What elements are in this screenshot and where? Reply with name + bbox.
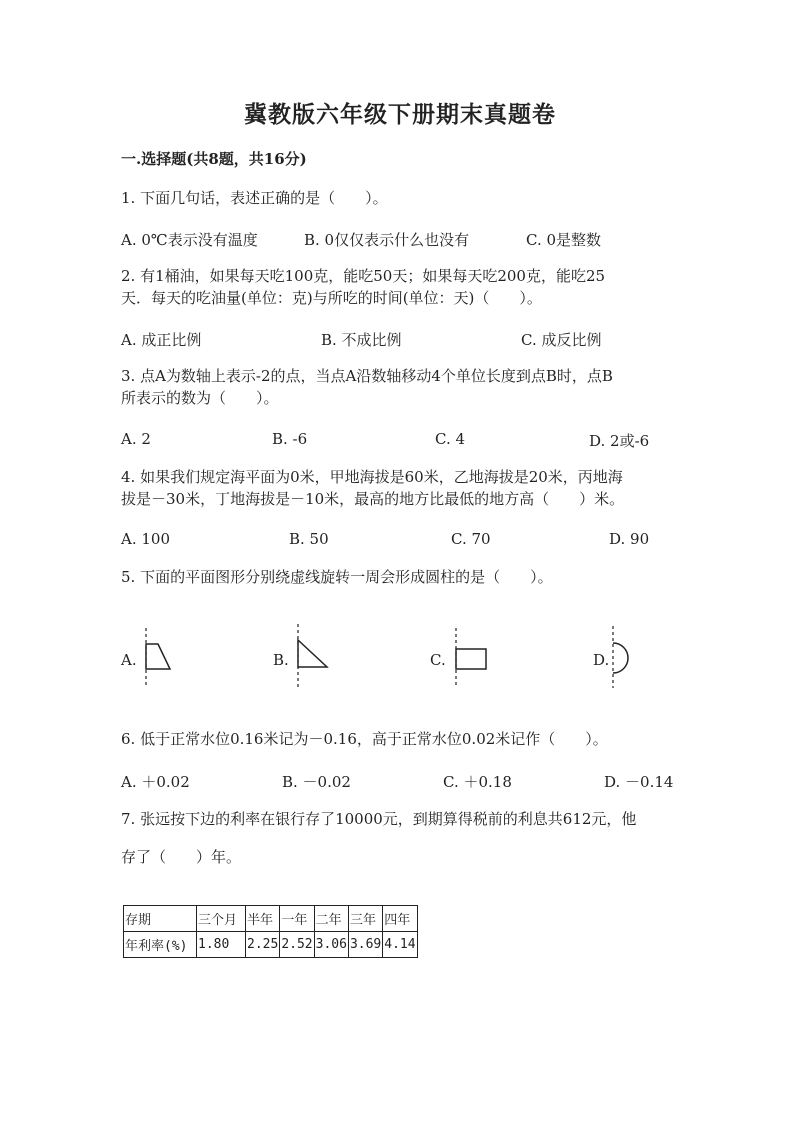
- question-6-text: 6. 低于正常水位0.16米记为－0.16，高于正常水位0.02米记作（ ）。: [121, 730, 608, 748]
- question-1-option-c: C. 0是整数: [526, 231, 602, 249]
- question-7-text-line-1: 7. 张远按下边的利率在银行存了10000元，到期算得税前的利息共612元，他: [121, 810, 637, 828]
- semicircle-figure: [605, 624, 641, 690]
- question-5-option-d: D.: [593, 651, 610, 669]
- question-4-text-line-2: 拔是－30米，丁地海拔是－10米，最高的地方比最低的地方高（ ）米。: [121, 490, 625, 508]
- question-4-option-d: D. 90: [609, 530, 650, 548]
- table-header-cell: 二年: [314, 906, 348, 932]
- question-3-text-line-2: 所表示的数为（ ）。: [121, 389, 279, 407]
- question-3-text-line-1: 3. 点A为数轴上表示-2的点，当点A沿数轴移动4个单位长度到点B时，点B: [121, 367, 613, 385]
- question-5-option-c: C.: [430, 651, 446, 669]
- question-2-text-line-1: 2. 有1桶油，如果每天吃100克，能吃50天；如果每天吃200克，能吃25: [121, 267, 606, 285]
- question-4-option-c: C. 70: [451, 530, 491, 548]
- question-2-text-line-2: 天．每天的吃油量(单位：克)与所吃的时间(单位：天)（ ）。: [121, 289, 542, 307]
- table-cell: 3.06: [314, 932, 348, 958]
- question-5-text: 5. 下面的平面图形分别绕虚线旋转一周会形成圆柱的是（ ）。: [121, 568, 553, 586]
- question-1-option-a: A. 0℃表示没有温度: [121, 231, 258, 249]
- question-4-option-a: A. 100: [121, 530, 170, 548]
- page-title: 冀教版六年级下册期末真题卷: [244, 101, 556, 128]
- question-3-option-a: A. 2: [121, 430, 151, 448]
- question-1-option-b: B. 0仅仅表示什么也没有: [304, 231, 470, 249]
- table-header-cell: 三个月: [197, 906, 246, 932]
- question-6-option-d: D. －0.14: [604, 773, 674, 791]
- question-5-option-a: A.: [121, 651, 137, 669]
- table-row: [124, 932, 418, 958]
- rectangle-figure: [448, 626, 492, 690]
- table-cell: 4.14: [383, 932, 417, 958]
- question-6-option-a: A. ＋0.02: [121, 773, 190, 791]
- question-3-option-b: B. -6: [272, 430, 308, 448]
- question-4-text-line-1: 4. 如果我们规定海平面为0米，甲地海拔是60米，乙地海拔是20米，丙地海: [121, 468, 623, 486]
- question-1-text: 1. 下面几句话，表述正确的是（ ）。: [121, 189, 388, 207]
- right-triangle-figure: [290, 622, 334, 690]
- table-header-cell: 存期: [124, 906, 197, 932]
- table-cell: 1.80: [197, 932, 246, 958]
- trapezoid-figure: [138, 626, 178, 690]
- question-3-option-c: C. 4: [435, 430, 466, 448]
- interest-rate-table: [123, 905, 418, 958]
- table-header-cell: 一年: [280, 906, 314, 932]
- question-2-option-c: C. 成反比例: [521, 331, 602, 349]
- question-2-option-a: A. 成正比例: [121, 331, 202, 349]
- table-header-cell: 半年: [246, 906, 280, 932]
- question-2-option-b: B. 不成比例: [321, 331, 402, 349]
- table-header-cell: 四年: [383, 906, 417, 932]
- section-heading: 一.选择题(共8题，共16分): [121, 150, 307, 168]
- table-header-cell: 三年: [348, 906, 382, 932]
- table-cell: 3.69: [348, 932, 382, 958]
- table-cell: 2.25: [246, 932, 280, 958]
- question-3-option-d: D. 2或-6: [589, 432, 650, 450]
- question-5-option-b: B.: [273, 651, 289, 669]
- question-6-option-c: C. ＋0.18: [443, 773, 512, 791]
- table-cell: 年利率(%): [124, 932, 197, 958]
- question-6-option-b: B. －0.02: [282, 773, 351, 791]
- table-row: [124, 906, 418, 932]
- table-cell: 2.52: [280, 932, 314, 958]
- question-4-option-b: B. 50: [289, 530, 329, 548]
- question-7-text-line-2: 存了（ ）年。: [121, 848, 242, 866]
